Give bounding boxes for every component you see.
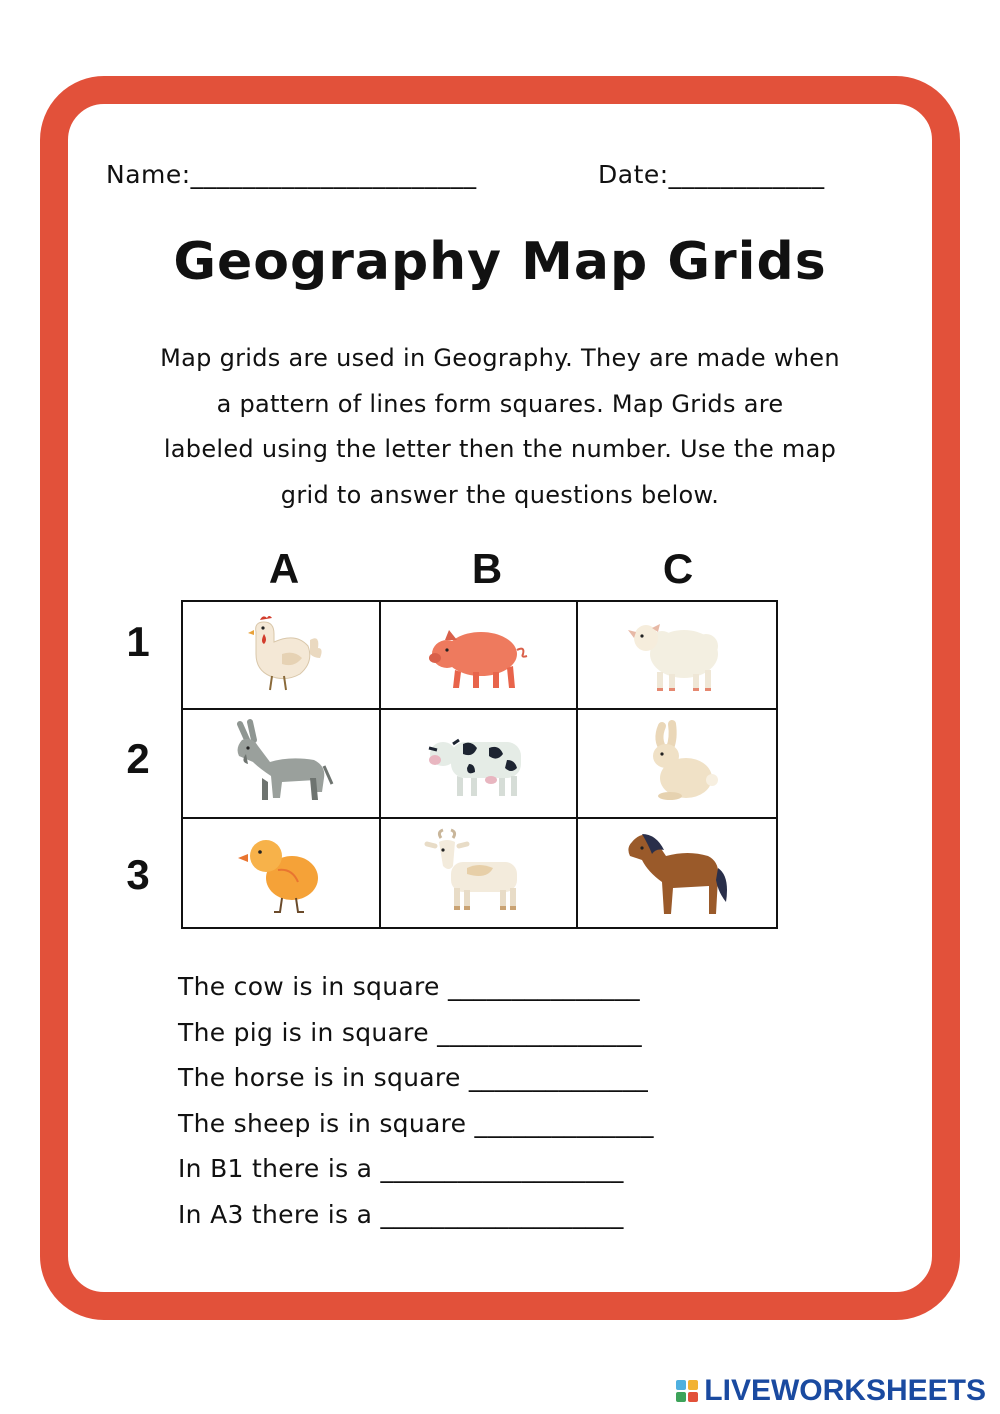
grid-cell-a1 [183,602,381,710]
question-list [178,964,654,1237]
intro-line: grid to answer the questions below. [280,480,720,509]
column-label-c: C [662,545,694,592]
goat-icon [423,828,533,918]
grid-cell-b1 [381,602,579,710]
grid-cell-c2 [578,710,776,818]
intro-line: labeled using the letter then the number. Use the map [163,435,837,463]
grid-cell-a3 [183,819,381,927]
name-field-line[interactable]: Name:______________________ [106,160,477,189]
column-label-a: A [268,545,300,592]
grid-cell-c1 [578,602,776,710]
brand-text: LIVEWORKSHEETS [704,1374,986,1407]
date-field-line[interactable]: Date:____________ [598,160,825,189]
liveworksheets-logo [676,1374,986,1408]
donkey-icon [226,718,336,808]
chick-icon [226,828,336,918]
page-title: Geography Map Grids [173,232,827,292]
grid-cell-b2 [381,710,579,818]
pig-icon [423,610,533,700]
intro-line: a pattern of lines form squares. Map Grids are [216,389,784,418]
rabbit-icon [622,718,732,808]
hen-icon [226,610,336,700]
question-pig[interactable]: The pig is in square ________________ [178,1017,642,1047]
question-cow[interactable]: The cow is in square _______________ [178,972,640,1001]
liveworksheets-logo-icon [676,1380,698,1402]
grid-cell-a2 [183,710,381,818]
row-label-1: 1 [126,618,150,665]
row-label-2: 2 [126,735,150,782]
question-a3[interactable]: In A3 there is a ___________________ [178,1199,624,1229]
map-grid [181,600,778,929]
question-horse[interactable]: The horse is in square ______________ [178,1063,649,1092]
grid-cell-b3 [381,819,579,927]
horse-icon [622,828,732,918]
sheep-icon [622,610,732,700]
cow-icon [423,718,533,808]
column-label-b: B [471,545,503,592]
grid-cell-c3 [578,819,776,927]
intro-line: Map grids are used in Geography. They are made when [160,344,840,372]
question-b1[interactable]: In B1 there is a ___________________ [178,1154,624,1183]
row-label-3: 3 [126,851,150,898]
intro-paragraph [95,336,905,518]
question-sheep[interactable]: The sheep is in square ______________ [178,1108,654,1138]
